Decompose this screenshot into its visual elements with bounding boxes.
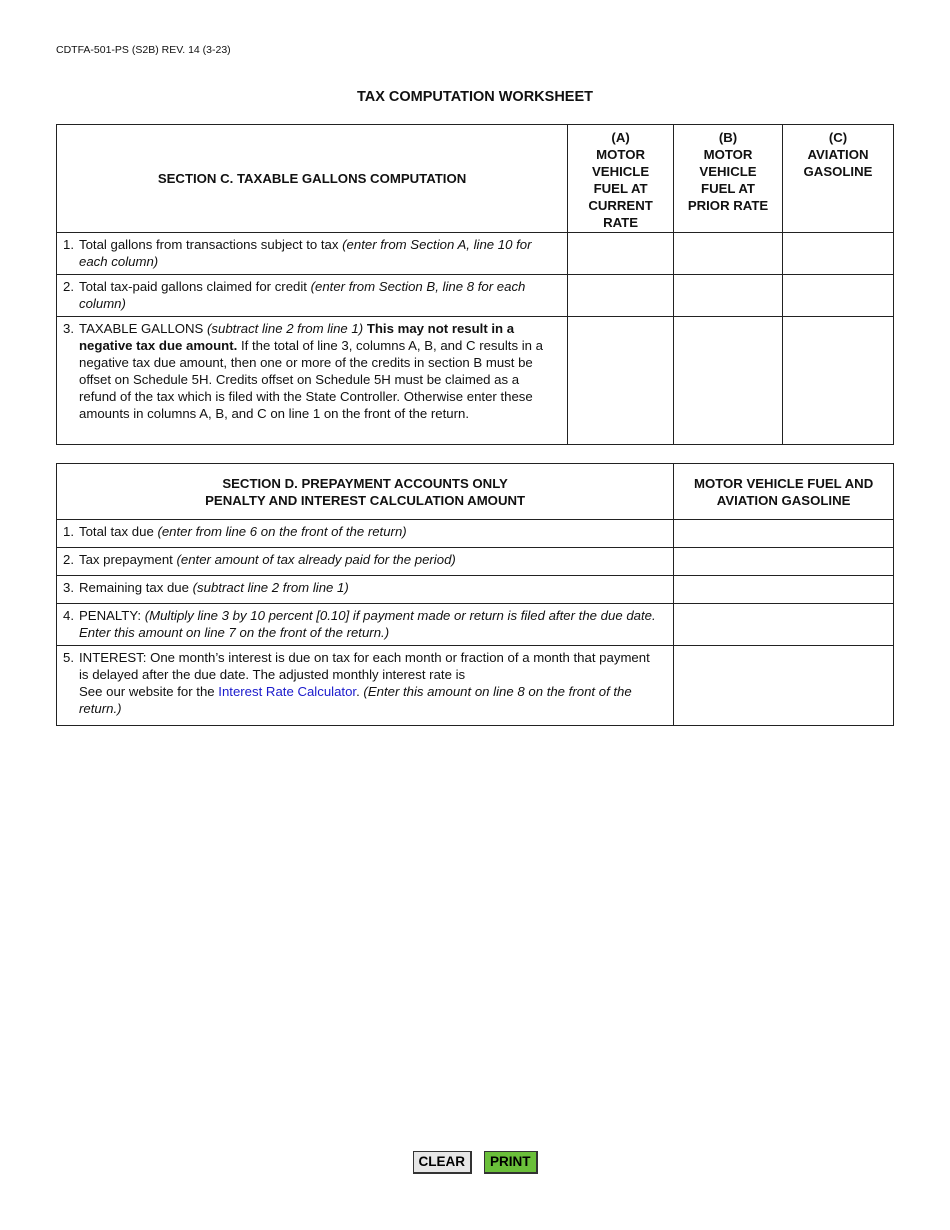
column-b-label: MOTOR VEHICLE FUEL AT PRIOR RATE [687,147,769,213]
section-c-header-row [57,125,894,233]
column-b-letter: (B) [718,130,738,145]
row-text-2: See our website for the [79,684,219,699]
input-cell-line2-a[interactable] [568,275,674,317]
row-number: 4. [63,608,74,623]
row-number: 3. [63,580,74,595]
row-number: 1. [63,237,74,252]
section-d-table [56,463,894,726]
row-description [57,646,674,726]
row-description [57,317,568,445]
row-number: 3. [63,321,74,336]
column-c-letter: (C) [828,130,848,145]
row-text: Remaining tax due [79,580,193,595]
row-text: PENALTY: [79,608,145,623]
column-c-label: AVIATION GASOLINE [803,147,873,179]
table-row [57,520,894,548]
row-text: Total gallons from transactions subject to tax [79,237,343,252]
section-c-table [56,124,894,445]
row-number: 2. [63,552,74,567]
row-description [57,233,568,275]
row-text: Total tax due [79,524,158,539]
column-b-header [674,125,783,233]
table-row [57,604,894,646]
row-number: 2. [63,279,74,294]
row-number: 5. [63,650,74,665]
form-buttons [0,1151,950,1174]
input-cell-line1-c[interactable] [782,233,893,275]
input-cell-line3-b[interactable] [674,317,783,445]
table-row [57,548,894,576]
input-cell-d4[interactable] [674,604,894,646]
table-row [57,646,894,726]
input-cell-line3-c[interactable] [782,317,893,445]
row-instruction: (Multiply line 3 by 10 percent [0.10] if payment made or return is filed after the due date. Enter this amount on line 7 on the front of the return.) [79,608,656,640]
clear-button[interactable]: CLEAR [413,1151,473,1174]
row-description [57,275,568,317]
input-cell-d3[interactable] [674,576,894,604]
column-a-header [568,125,674,233]
row-description [57,576,674,604]
table-row [57,275,894,317]
column-a-label: MOTOR VEHICLE FUEL AT CURRENT RATE [588,147,653,230]
row-instruction: (enter amount of tax already paid for the period) [176,552,456,567]
row-instruction: (enter from Section B, line 8 for each column) [79,279,526,311]
row-instruction: (subtract line 2 from line 1) [192,580,349,595]
table-row [57,317,894,445]
row-text: TAXABLE GALLONS [79,321,208,336]
section-d-title-line1: SECTION D. PREPAYMENT ACCOUNTS ONLY [222,475,508,491]
column-a-letter: (A) [611,130,630,145]
row-description [57,548,674,576]
input-cell-line2-b[interactable] [674,275,783,317]
input-cell-line1-a[interactable] [568,233,674,275]
table-row [57,233,894,275]
row-text: Total tax-paid gallons claimed for credit [79,279,311,294]
table-row [57,576,894,604]
row-text-after-link: . [356,684,364,699]
row-description [57,604,674,646]
row-instruction: (Enter this amount on line 8 on the front of the return.) [79,684,632,716]
section-c-title: SECTION C. TAXABLE GALLONS COMPUTATION [57,125,568,233]
input-cell-d5[interactable] [674,646,894,726]
section-d-title-line2: PENALTY AND INTEREST CALCULATION AMOUNT [205,492,526,508]
print-button[interactable]: PRINT [484,1151,538,1174]
row-instruction: (subtract line 2 from line 1) [207,321,364,336]
row-instruction: (enter from line 6 on the front of the return) [157,524,407,539]
row-text: INTEREST: One month’s interest is due on tax for each month or fraction of a month that payment is delayed after the due date. The adjusted monthly interest rate is [79,650,650,682]
column-c-header [782,125,893,233]
page-title: TAX COMPUTATION WORKSHEET [356,89,593,105]
input-cell-line1-b[interactable] [674,233,783,275]
form-id: CDTFA-501-PS (S2B) REV. 14 (3-23) [56,44,231,56]
row-detail: If the total of line 3, columns A, B, and C results in a negative tax due amount, then one or more of the credits in section B must be offset on Schedule 5H. Credits offset on Schedule 5H must be claimed as a refund of the tax which is filed with the State Controller. Otherwise enter these amounts in columns A, B, and C on line 1 on the front of the return. [79,338,543,421]
input-cell-line2-c[interactable] [782,275,893,317]
section-d-column-header: MOTOR VEHICLE FUEL AND AVIATION GASOLINE [674,464,894,520]
row-instruction: (enter from Section A, line 10 for each column) [79,237,532,269]
input-cell-d1[interactable] [674,520,894,548]
section-d-title [57,464,674,520]
section-d-header-row [57,464,894,520]
row-warning: This may not result in a negative tax due amount. [79,321,515,353]
input-cell-line3-a[interactable] [568,317,674,445]
interest-rate-calculator-link[interactable]: Interest Rate Calculator [218,684,357,699]
row-text: Tax prepayment [79,552,177,567]
row-number: 1. [63,524,74,539]
input-cell-d2[interactable] [674,548,894,576]
row-description [57,520,674,548]
